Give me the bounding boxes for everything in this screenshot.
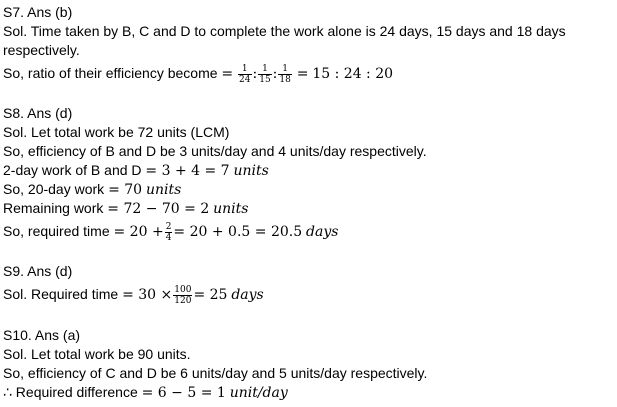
s9-title: S9. Ans (d) — [3, 263, 73, 279]
s8-line3: 2-day work of B and D = 3 + 4 = 7 units — [3, 162, 269, 179]
s8-fraction: $\frac{2}{4}$ — [165, 221, 172, 243]
s8-line2: So, efficiency of B and D be 3 units/day and 4 units/day respectively. — [3, 143, 427, 159]
s8-title: S8. Ans (d) — [3, 105, 73, 121]
s7-line2: respectively. — [3, 42, 80, 58]
s7-ratio-line: So, ratio of their efficiency become = $\frac{1}{24}$ : $\frac{1}{15}$ : $\frac{1}{18}$ = 15 : 24 : 20 — [3, 63, 394, 85]
solution-s7 — [3, 3, 566, 86]
s9-line: Sol. Required time = 30 × $\frac{100}{120}$ = 25 days — [3, 284, 264, 306]
s7-fraction-2: $\frac{1}{15}$ — [259, 63, 271, 85]
s7-fraction-1: $\frac{1}{24}$ — [239, 63, 251, 85]
s10-line2: So, efficiency of C and D be 6 units/day and 5 units/day respectively. — [3, 365, 428, 381]
s8-line5: Remaining work = 72 − 70 = 2 units — [3, 200, 249, 217]
s7-title: S7. Ans (b) — [3, 4, 73, 20]
s8-line6: So, required time = 20 + $\frac{2}{4}$ = 20 + 0.5 = 20.5 days — [3, 221, 339, 243]
solution-s9 — [3, 262, 264, 307]
s10-line3: ∴ Required difference = 6 − 5 = 1 unit/day — [3, 384, 288, 401]
solution-s8 — [3, 104, 427, 244]
s7-ratio-result: 15 : 24 : 20 — [312, 66, 394, 82]
s8-line4: So, 20-day work = 70 units — [3, 181, 182, 198]
s7-fraction-3: $\frac{1}{18}$ — [279, 63, 291, 85]
s10-title: S10. Ans (a) — [3, 327, 81, 343]
s7-ratio-prefix: So, ratio of their efficiency become — [3, 65, 218, 81]
solution-s10 — [3, 326, 427, 402]
s8-line1: Sol. Let total work be 72 units (LCM) — [3, 124, 230, 140]
equals-sign: = — [221, 66, 234, 82]
s7-line1: Sol. Time taken by B, C and D to complete the work alone is 24 days, 15 days and 18 days — [3, 23, 566, 39]
s10-line1: Sol. Let total work be 90 units. — [3, 346, 191, 362]
s9-fraction: $\frac{100}{120}$ — [174, 284, 192, 306]
